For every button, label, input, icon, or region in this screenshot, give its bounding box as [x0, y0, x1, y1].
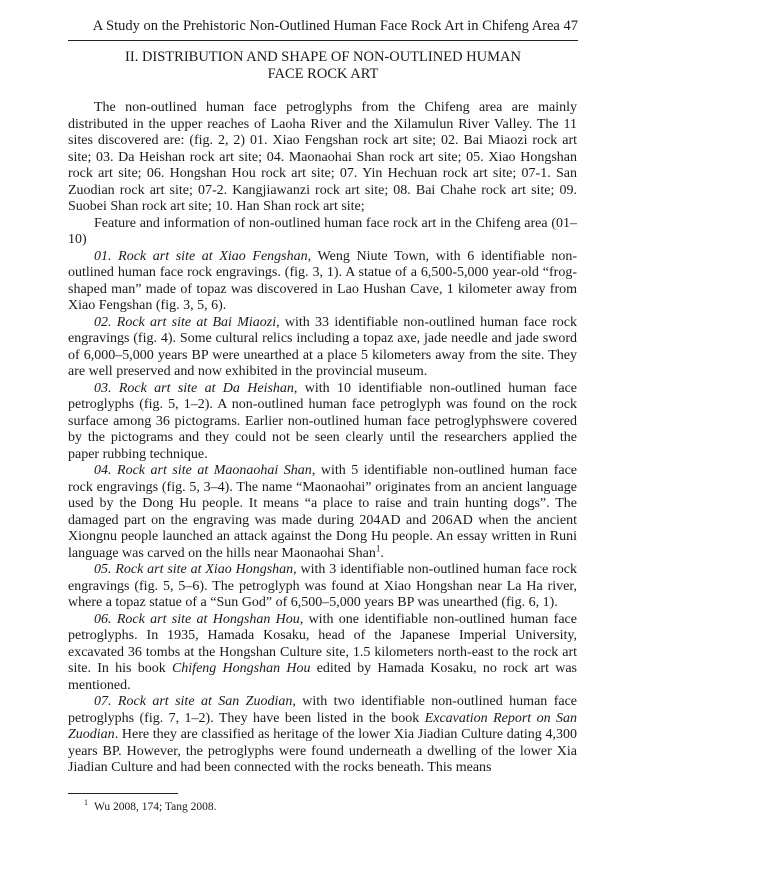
paragraph-intro: The non-outlined human face petroglyphs from the Chifeng area are mainly distributed in the upper reaches of Laoha River and the Xilamulun River Valley. The 11 sites discovered are: (fig. 2, 2) 01. Xiao Fengshan rock art site; 02. Bai Miaozi rock art site; 03. Da Heishan rock art site; 04. Maonaohai Shan rock art site; 05. Xiao Hongshan rock art site; 06. Hongshan Hou rock art site; 07. Yin Hechuan rock art site; 07-1. San Zuodian rock art site; 07-2. Kangjiawanzi rock art site; 08. Bai Chahe rock art site; 09. Suobei Shan rock art site; 10. Han Shan rock art site;: [68, 100, 577, 214]
site-04-text: , with 5 identifiable non-outlined human face rock engravings (fig. 5, 3–4). The name “Maonaohai” originates from an ancient language used by the Dong Hu people. It means “a place to raise and train hunting dogs”. The damaged part on the engraving was made during 204AD and 206AD when the ancient Xiongnu people launched an attack against the Dong Hu people. An essay written in Runi language was carved on the hills near Maonaohai Shan: [68, 463, 578, 561]
site-04-end: .: [380, 545, 384, 561]
paragraph-site-07: [68, 694, 577, 777]
site-06-book-title: Chifeng Hongshan Hou: [171, 661, 311, 676]
footnote-divider: [68, 793, 178, 794]
site-01-text: , Weng Niute Town, with 6 identifiable non-outlined human face rock engravings. (fig. 3, 1). A statue of a 6,500-5,000 year-old “frog-shaped man” made of topaz was discovered in Lao Hushan Cave, 1 kilometer away from Xiao Fengshan (fig. 3, 5, 6).: [68, 248, 577, 313]
footnote: [84, 796, 216, 814]
section-title-line-1: II. DISTRIBUTION AND SHAPE OF NON-OUTLINED HUMAN: [125, 49, 521, 65]
footnote-text: Wu 2008, 174; Tang 2008.: [94, 800, 217, 813]
site-06-heading: 06. Rock art site at Hongshan Hou: [94, 611, 300, 627]
site-05-heading: 05. Rock art site at Xiao Hongshan: [94, 562, 294, 577]
site-07-book-title: Excavation Report on San Zuodian: [68, 710, 578, 742]
paragraph-site-05: [68, 562, 577, 612]
body-text: [68, 100, 577, 777]
paragraph-site-01: [68, 249, 577, 315]
site-03-text: , with 10 identifiable non-outlined human face petroglyphs (fig. 5, 1–2). A non-outlined human face petroglyph was found on the rock surface among 36 pictograms. Earlier non-outlined human face petroglyphswere covered by the pictograms and they could not be seen clearly until the researchers applied the paper rubbing technique.: [68, 380, 578, 462]
site-04-heading: 04. Rock art site at Maonaohai Shan: [94, 463, 312, 478]
site-07-text: , with two identifiable non-outlined human face petroglyphs (fig. 7, 1–2). They have been listed in the book: [68, 694, 578, 726]
site-06-text: , with one identifiable non-outlined human face petroglyphs. In 1935, Hamada Kosaku, head of the Japanese Imperial University, excavated 36 tombs at the Hongshan Culture site, 1.5 kilometers north-east to the rock art site. In his book: [68, 611, 577, 676]
footnote-marker: 1: [84, 798, 88, 807]
section-title: [68, 49, 578, 83]
paragraph-site-02: [68, 315, 577, 381]
site-06-text-end: edited by Hamada Kosaku, no rock art was mentioned.: [68, 661, 577, 693]
site-03-heading: 03. Rock art site at Da Heishan: [94, 380, 294, 396]
paragraph-site-04: [68, 463, 577, 562]
site-07-text-end: . Here they are classified as heritage of the lower Xia Jiadian Culture dating 4,300 years BP. However, the petroglyphs were found underneath a dwelling of the lower Xia Jiadian Culture and had been connected with the rocks beneath. This means: [68, 727, 577, 775]
paragraph-site-06: [68, 612, 577, 695]
site-02-heading: 02. Rock art site at Bai Miaozi: [94, 314, 277, 330]
paragraph-feature: Feature and information of non-outlined human face rock art in the Chifeng area (01–10): [68, 215, 577, 247]
site-05-text: , with 3 identifiable non-outlined human face rock engravings (fig. 5, 5–6). The petroglyph was found at Xiao Hongshan near La Ha river, where a topaz statue of a “Sun God” of 6,500–5,000 years BP was unearthed (fig. 6, 1).: [68, 562, 577, 610]
site-07-heading: 07. Rock art site at San Zuodian: [94, 694, 293, 709]
footnote-reference[interactable]: 1: [375, 542, 381, 553]
site-02-text: , with 33 identifiable non-outlined human face rock engravings (fig. 4). Some cultural relics including a topaz axe, jade needle and jade sword of 6,000–5,000 years BP were unearthed at a place 5 kilometers away from the site. They are well preserved and now exhibited in the provincial museum.: [68, 314, 577, 379]
site-01-heading: 01. Rock art site at Xiao Fengshan: [94, 248, 308, 264]
paragraph-site-03: [68, 381, 577, 464]
section-title-line-2: FACE ROCK ART: [267, 66, 379, 82]
running-head: A Study on the Prehistoric Non-Outlined Human Face Rock Art in Chifeng Area 47: [68, 14, 578, 41]
